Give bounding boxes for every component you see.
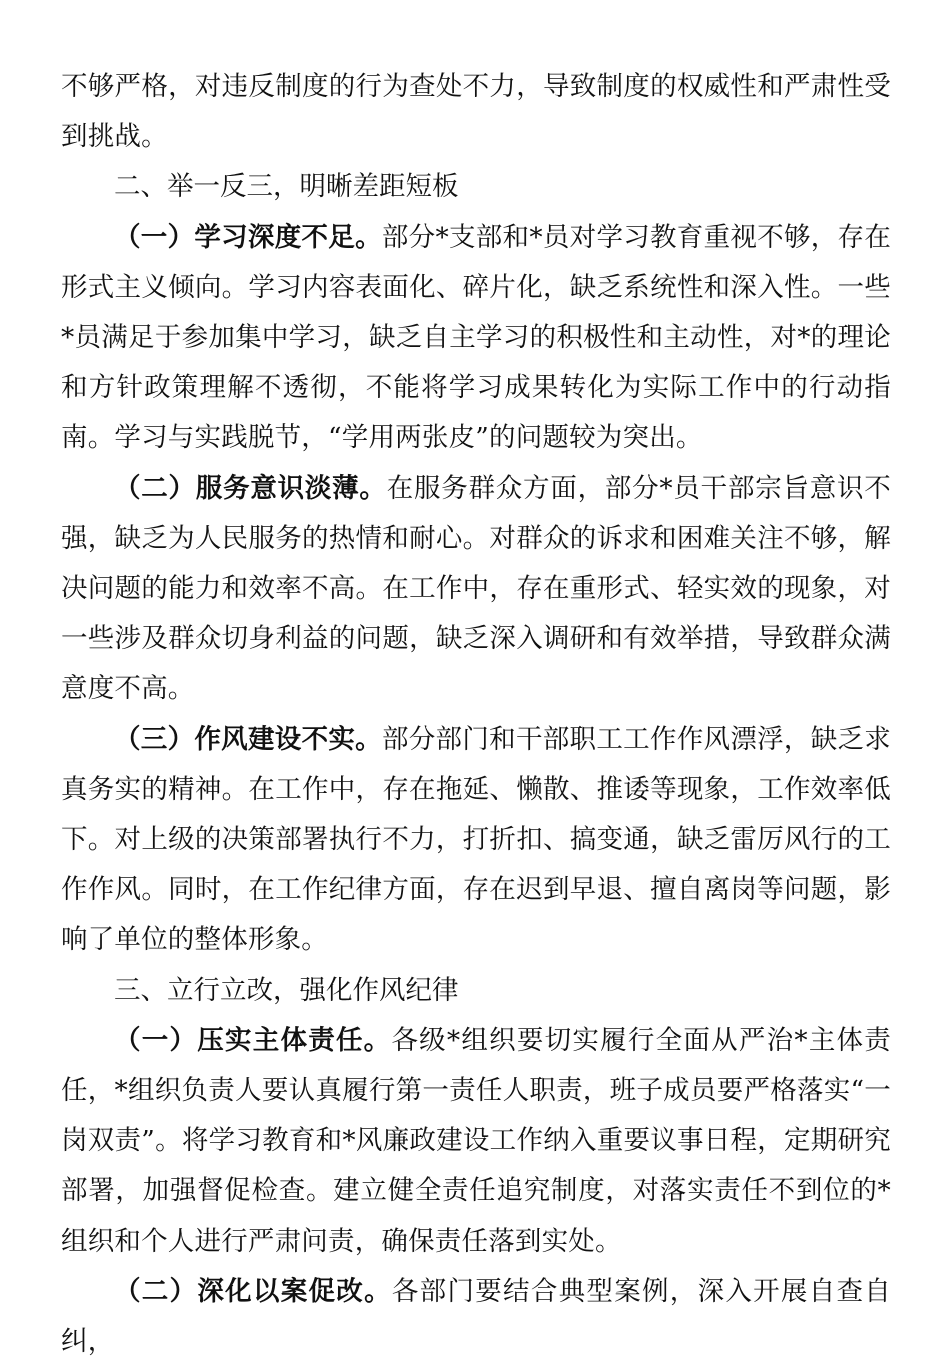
paragraph-lead: （二）服务意识淡薄。 <box>114 472 387 504</box>
paragraph-study-depth <box>61 213 891 464</box>
document-page <box>61 62 891 1367</box>
paragraph-lead: （二）深化以案促改。 <box>114 1275 392 1307</box>
paragraph-text: 部分*支部和*员对学习教育重视不够，存在形式主义倾向。学习内容表面化、碎片化，缺乏系统性和深入性。一些*员满足于参加集中学习，缺乏自主学习的积极性和主动性，对*的理论和方针政策理解不透彻，不能将学习成果转化为实际工作中的行动指南。学习与实践脱节，“学用两张皮”的问题较为突出。 <box>61 221 892 454</box>
section-heading-2 <box>61 162 891 212</box>
paragraph-lead: （一）学习深度不足。 <box>114 221 382 253</box>
paragraph-continuation <box>61 62 891 162</box>
paragraph-lead: （三）作风建设不实。 <box>114 723 382 755</box>
paragraph-text: 在服务群众方面，部分*员干部宗旨意识不强，缺乏为人民服务的热情和耐心。对群众的诉求和困难关注不够，解决问题的能力和效率不高。在工作中，存在重形式、轻实效的现象，对一些涉及群众切身利益的问题，缺乏深入调研和有效举措，导致群众满意度不高。 <box>61 472 891 705</box>
paragraph-text: 各级*组织要切实履行全面从严治*主体责任，*组织负责人要认真履行第一责任人职责，班子成员要严格落实“一岗双责”。将学习教育和*风廉政建设工作纳入重要议事日程，定期研究部署，加强督促检查。建立健全责任追究制度，对落实责任不到位的*组织和个人进行严肃问责，确保责任落到实处。 <box>61 1024 892 1257</box>
paragraph-work-style <box>61 715 891 966</box>
paragraph-text: 不够严格，对违反制度的行为查处不力，导致制度的权威性和严肃性受到挑战。 <box>61 71 891 153</box>
paragraph-text: 部分部门和干部职工工作作风漂浮，缺乏求真务实的精神。在工作中，存在拖延、懒散、推诿等现象，工作效率低下。对上级的决策部署执行不力，打折扣、搞变通，缺乏雷厉风行的工作作风。同时，在工作纪律方面，存在迟到早退、擅自离岗等问题，影响了单位的整体形象。 <box>61 723 891 956</box>
heading-text: 二、举一反三，明晰差距短板 <box>114 171 459 203</box>
paragraph-case-reform <box>61 1267 891 1367</box>
paragraph-main-responsibility <box>61 1016 891 1267</box>
paragraph-service-awareness <box>61 464 891 715</box>
paragraph-text: 各部门要结合典型案例，深入开展自查自纠， <box>61 1275 891 1358</box>
section-heading-3 <box>61 966 891 1016</box>
paragraph-lead: （一）压实主体责任。 <box>114 1024 392 1056</box>
heading-text: 三、立行立改，强化作风纪律 <box>114 974 459 1006</box>
